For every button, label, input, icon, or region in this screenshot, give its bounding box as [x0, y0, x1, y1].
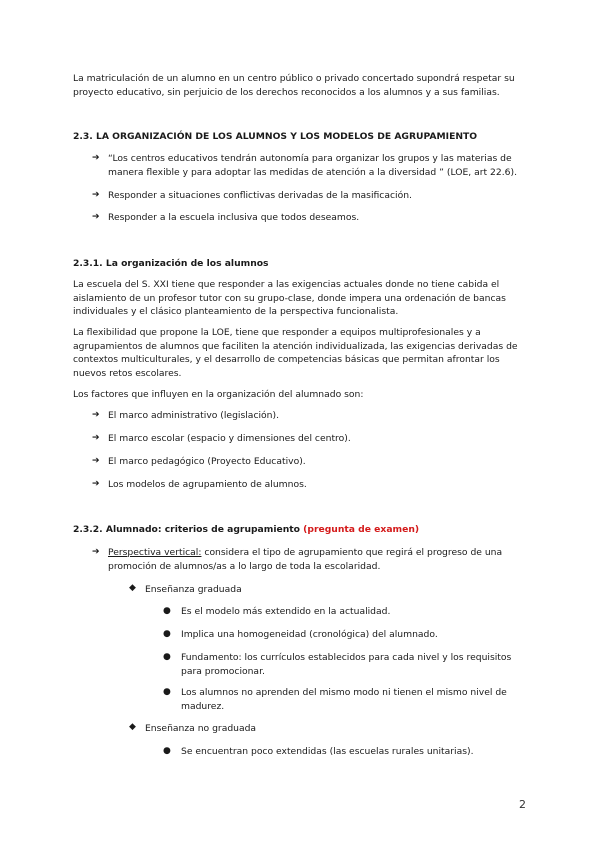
arrow-icon: ➔ [92, 212, 100, 222]
perspective-label: Perspectiva vertical: [108, 547, 202, 558]
exam-question-note: (pregunta de examen) [303, 524, 420, 535]
arrow-icon: ➔ [92, 410, 100, 420]
section-2-3-heading: 2.3. LA ORGANIZACIÓN DE LOS ALUMNOS Y LOS MODELOS DE AGRUPAMIENTO [73, 131, 478, 142]
section-2-3-2-heading: 2.3.2. Alumnado: criterios de agrupamiento (pregunta de examen) [73, 524, 420, 535]
page-number: 2 [519, 798, 526, 811]
arrow-icon: ➔ [92, 190, 100, 200]
paragraph: La escuela del S. XXI tiene que responder a las exigencias actuales donde no tiene cabida el aislamiento de un profesor tutor con su grupo-clase, donde impera una ordenación de bancas individuales y el clásico planteamiento de la perspectiva funcionalista. [73, 279, 506, 317]
paragraph: Los factores que influyen en la organización del alumnado son: [73, 389, 364, 400]
document-page: La matriculación de un alumno en un centro público o privado concertado supondrá respetar su proyecto educativo, sin perjuicio de los derechos reconocidos a los alumnos y a sus familias. 2.3. LA ORGANIZACIÓN DE LOS ALUMNOS Y LOS MODELOS DE AGRUPAMIENTO ➔ “Los centros educativos tendrán autonomía para organizar los grupos y las materias de manera flexible y para adoptar las medidas de atención a la diversidad ” (LOE, art 22.6). ➔ Responder a situaciones conflictivas derivadas de la masificación. ➔ Responder a la escuela inclusiva que todos deseamos. 2.3.1. La organización de los alumnos La escuela del S. XXI tiene que responder a las exigencias actuales donde no tiene cabida el aislamiento de un profesor tutor con su grupo-clase, donde impera una ordenación de bancas individuales y el clásico planteamiento de la perspectiva funcionalista. La flexibilidad que propone la LOE, tiene que responder a equipos multiprofesionales y a agrupamientos de alumnos que faciliten la atención individualizada, las exigencias derivadas de contextos multiculturales, y el desarrollo de competencias básicas que permitan afrontar los nuevos retos escolares. Los factores que influyen en la organización del alumnado son: ➔ El marco administrativo (legislación). ➔ El marco escolar (espacio y dimensiones del centro). ➔ El marco pedagógico (Proyecto Educativo). ➔ Los modelos de agrupamiento de alumnos. 2.3.2. Alumnado: criterios de agrupamiento (pregunta de examen) ➔ Perspectiva vertical: considera el tipo de agrupamiento que regirá el progreso de una promoción de alumnos/as a lo largo de toda la escolaridad. ◆ Enseñanza graduada ● Es el modelo más extendido en la actualidad. ● Implica una homogeneidad (cronológica) del alumnado. ● Fundamento: los currículos establecidos para cada nivel y los requisitos para promocionar. ● Los alumnos no aprenden del mismo modo ni tienen el mismo nivel de madurez. ◆ Enseñanza no graduada ● Se encuentran poco extendidas (las escuelas rurales unitarias). 2 [73, 73, 526, 811]
diamond-icon: ◆ [129, 583, 136, 593]
dot-icon: ● [163, 629, 171, 639]
arrow-icon: ➔ [92, 456, 100, 466]
dot-icon: ● [163, 652, 171, 662]
intro-paragraph: La matriculación de un alumno en un centro público o privado concertado supondrá respetar su proyecto educativo, sin perjuicio de los derechos reconocidos a los alumnos y a sus familias. [73, 73, 515, 98]
arrow-icon: ➔ [92, 153, 100, 163]
arrow-icon: ➔ [92, 433, 100, 443]
dot-icon: ● [163, 746, 171, 756]
paragraph: La flexibilidad que propone la LOE, tiene que responder a equipos multiprofesionales y a agrupamientos de alumnos que faciliten la atención individualizada, las exigencias derivadas de contextos multiculturales, y el desarrollo de competencias básicas que permitan afrontar los nuevos retos escolares. [73, 327, 518, 379]
dot-icon: ● [163, 606, 171, 616]
section-2-3-1-heading: 2.3.1. La organización de los alumnos [73, 258, 269, 269]
diamond-icon: ◆ [129, 722, 136, 732]
arrow-icon: ➔ [92, 479, 100, 489]
dot-icon: ● [163, 687, 171, 697]
arrow-icon: ➔ [92, 547, 100, 557]
